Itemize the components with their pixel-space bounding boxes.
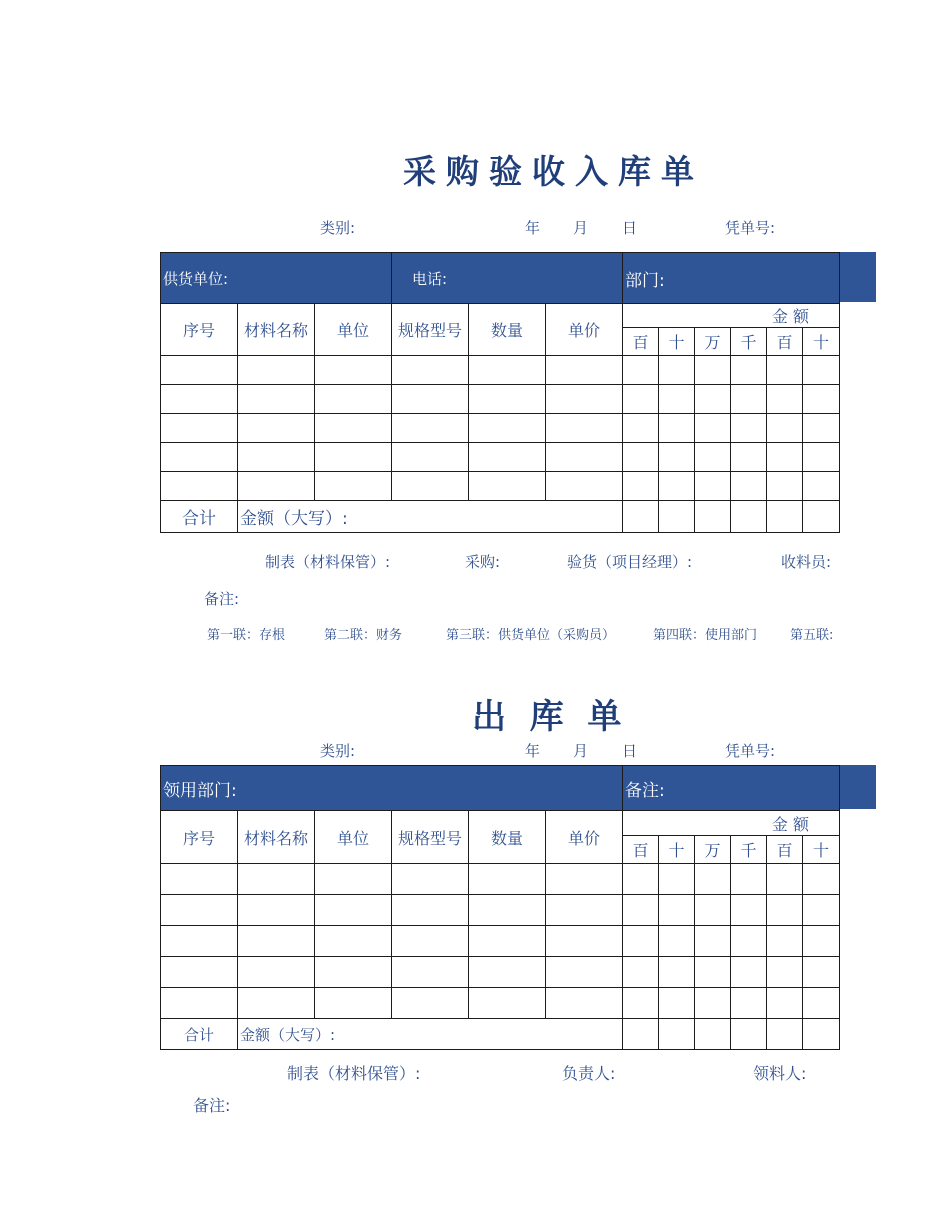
cell[interactable]: [659, 385, 695, 414]
cell[interactable]: [161, 926, 238, 957]
header-spec: 规格型号: [392, 811, 469, 864]
cell[interactable]: [546, 864, 623, 895]
copy-1: 第一联：存根: [207, 628, 286, 643]
unit-hundred: 百: [767, 328, 803, 356]
form1-day-label: 日: [622, 219, 638, 237]
cell[interactable]: [469, 356, 546, 385]
form1-band-extension: [839, 252, 876, 302]
cell[interactable]: [623, 356, 659, 385]
supplier-cell[interactable]: [161, 253, 392, 304]
cell[interactable]: [803, 864, 840, 895]
cell[interactable]: [695, 501, 731, 533]
form2-title: 出 库 单: [472, 697, 622, 737]
cell[interactable]: [803, 895, 840, 926]
cell[interactable]: [659, 926, 695, 957]
cell[interactable]: [803, 957, 840, 988]
cell[interactable]: [731, 356, 767, 385]
cell[interactable]: [731, 385, 767, 414]
cell[interactable]: [238, 356, 315, 385]
unit-ten-thousand: 万: [695, 836, 731, 864]
cell[interactable]: [695, 443, 731, 472]
cell[interactable]: [392, 414, 469, 443]
table-row: [161, 356, 840, 385]
cell[interactable]: [238, 957, 315, 988]
cell[interactable]: [767, 472, 803, 501]
cell[interactable]: [767, 414, 803, 443]
cell[interactable]: [161, 957, 238, 988]
unit-ten-m: 十: [659, 836, 695, 864]
cell[interactable]: [392, 957, 469, 988]
cell[interactable]: [767, 957, 803, 988]
unit-hundred: 百: [767, 836, 803, 864]
form2-picker-label: 领料人:: [753, 1064, 807, 1083]
dept-label: 部门:: [625, 270, 665, 291]
cell[interactable]: [803, 443, 840, 472]
cell[interactable]: [315, 957, 392, 988]
total-amount-words[interactable]: 金额（大写）:: [238, 1019, 623, 1050]
cell[interactable]: [161, 385, 238, 414]
phone-cell[interactable]: [392, 253, 623, 304]
form2-band-note-cell[interactable]: [623, 766, 840, 811]
total-row: [161, 501, 840, 533]
form2-month-label: 月: [573, 742, 589, 760]
cell[interactable]: [695, 957, 731, 988]
cell[interactable]: [392, 864, 469, 895]
cell[interactable]: [469, 414, 546, 443]
cell[interactable]: [803, 472, 840, 501]
table-row: [161, 472, 840, 501]
cell[interactable]: [623, 864, 659, 895]
total-amount-words[interactable]: 金额（大写）:: [238, 501, 623, 533]
cell[interactable]: [546, 385, 623, 414]
copy-5: 第五联:: [790, 628, 834, 643]
cell[interactable]: [767, 988, 803, 1019]
form1-note-label: 备注:: [204, 590, 240, 608]
cell[interactable]: [392, 443, 469, 472]
form2-band-note-label: 备注:: [625, 780, 665, 801]
cell[interactable]: [623, 385, 659, 414]
cell[interactable]: [315, 385, 392, 414]
unit-hundred-m: 百: [623, 328, 659, 356]
unit-ten: 十: [803, 836, 840, 864]
phone-label: 电话:: [412, 269, 448, 288]
unit-ten-thousand: 万: [695, 328, 731, 356]
table-row: [161, 443, 840, 472]
cell[interactable]: [238, 385, 315, 414]
cell[interactable]: [659, 356, 695, 385]
form2-responsible-label: 负责人:: [562, 1064, 616, 1083]
cell[interactable]: [161, 414, 238, 443]
form1-title: 采购验收入库单: [403, 152, 704, 191]
table-row: [161, 957, 840, 988]
unit-ten: 十: [803, 328, 840, 356]
header-qty: 数量: [469, 304, 546, 356]
cell[interactable]: [659, 472, 695, 501]
header-index: 序号: [161, 304, 238, 356]
cell[interactable]: [767, 501, 803, 533]
cell[interactable]: [659, 501, 695, 533]
cell[interactable]: [238, 988, 315, 1019]
header-spec: 规格型号: [392, 304, 469, 356]
cell[interactable]: [546, 926, 623, 957]
cell[interactable]: [315, 895, 392, 926]
cell[interactable]: [767, 895, 803, 926]
cell[interactable]: [767, 385, 803, 414]
cell[interactable]: [392, 988, 469, 1019]
form2-category-label: 类别:: [320, 742, 356, 760]
cell[interactable]: [731, 988, 767, 1019]
cell[interactable]: [546, 443, 623, 472]
form1-category-label: 类别:: [320, 219, 356, 237]
cell[interactable]: [315, 356, 392, 385]
cell[interactable]: [767, 356, 803, 385]
cell[interactable]: [695, 988, 731, 1019]
cell[interactable]: [695, 385, 731, 414]
header-price: 单价: [546, 304, 623, 356]
cell[interactable]: [161, 472, 238, 501]
cell[interactable]: [623, 414, 659, 443]
cell[interactable]: [469, 385, 546, 414]
cell[interactable]: [803, 926, 840, 957]
cell[interactable]: [731, 501, 767, 533]
header-material: 材料名称: [238, 811, 315, 864]
cell[interactable]: [392, 895, 469, 926]
cell[interactable]: [803, 501, 840, 533]
cell[interactable]: [803, 385, 840, 414]
cell[interactable]: [238, 472, 315, 501]
cell[interactable]: [803, 356, 840, 385]
form1-year-label: 年: [525, 219, 541, 237]
form1-inspect-label: 验货（项目经理）:: [567, 553, 693, 571]
cell[interactable]: [731, 1019, 767, 1050]
cell[interactable]: [623, 472, 659, 501]
cell[interactable]: [731, 926, 767, 957]
cell[interactable]: [315, 988, 392, 1019]
cell[interactable]: [695, 356, 731, 385]
cell[interactable]: [546, 895, 623, 926]
cell[interactable]: [315, 443, 392, 472]
cell[interactable]: [315, 926, 392, 957]
cell[interactable]: [659, 864, 695, 895]
cell[interactable]: [731, 895, 767, 926]
cell[interactable]: [469, 443, 546, 472]
cell[interactable]: [238, 926, 315, 957]
unit-hundred-m: 百: [623, 836, 659, 864]
form2-band-extension: [839, 765, 876, 809]
cell[interactable]: [767, 926, 803, 957]
form2-voucher-label: 凭单号:: [725, 742, 776, 760]
cell[interactable]: [695, 414, 731, 443]
cell[interactable]: [731, 443, 767, 472]
cell[interactable]: [469, 988, 546, 1019]
table-row: [161, 926, 840, 957]
table-row: [161, 414, 840, 443]
header-index: 序号: [161, 811, 238, 864]
table-row: [161, 385, 840, 414]
cell[interactable]: [659, 443, 695, 472]
copy-3: 第三联：供货单位（采购员）: [446, 628, 616, 643]
cell[interactable]: [659, 895, 695, 926]
header-unit: 单位: [315, 811, 392, 864]
supplier-label: 供货单位:: [163, 269, 229, 288]
cell[interactable]: [546, 414, 623, 443]
cell[interactable]: [695, 1019, 731, 1050]
cell[interactable]: [695, 895, 731, 926]
cell[interactable]: [623, 895, 659, 926]
form2-year-label: 年: [525, 742, 541, 760]
cell[interactable]: [315, 864, 392, 895]
total-label: 合计: [161, 1019, 238, 1050]
cell[interactable]: [803, 988, 840, 1019]
form1-month-label: 月: [573, 219, 589, 237]
cell[interactable]: [238, 895, 315, 926]
form1-table: [160, 252, 840, 533]
table-row: [161, 895, 840, 926]
cell[interactable]: [659, 414, 695, 443]
cell[interactable]: [623, 443, 659, 472]
header-price: 单价: [546, 811, 623, 864]
amount-header: 金 额: [623, 304, 840, 328]
header-material: 材料名称: [238, 304, 315, 356]
cell[interactable]: [161, 988, 238, 1019]
cell[interactable]: [238, 443, 315, 472]
cell[interactable]: [623, 988, 659, 1019]
total-row: [161, 1019, 840, 1050]
cell[interactable]: [161, 356, 238, 385]
cell[interactable]: [161, 864, 238, 895]
cell[interactable]: [731, 414, 767, 443]
form1-receiver-label: 收料员:: [781, 553, 832, 571]
form2-day-label: 日: [622, 742, 638, 760]
cell[interactable]: [803, 1019, 840, 1050]
dept-cell[interactable]: [623, 253, 840, 304]
form1-purchase-label: 采购:: [465, 553, 501, 571]
cell[interactable]: [161, 443, 238, 472]
cell[interactable]: [731, 472, 767, 501]
cell[interactable]: [238, 864, 315, 895]
cell[interactable]: [392, 926, 469, 957]
cell[interactable]: [731, 864, 767, 895]
cell[interactable]: [392, 356, 469, 385]
cell[interactable]: [623, 501, 659, 533]
total-label: 合计: [161, 501, 238, 533]
cell[interactable]: [695, 926, 731, 957]
cell[interactable]: [659, 1019, 695, 1050]
unit-thousand: 千: [731, 836, 767, 864]
unit-thousand: 千: [731, 328, 767, 356]
form2-note-label: 备注:: [193, 1096, 231, 1115]
cell[interactable]: [803, 414, 840, 443]
cell[interactable]: [546, 356, 623, 385]
cell[interactable]: [695, 472, 731, 501]
amount-header: 金 额: [623, 811, 840, 836]
cell[interactable]: [469, 864, 546, 895]
issue-dept-cell[interactable]: [161, 766, 623, 811]
cell[interactable]: [659, 988, 695, 1019]
form2-table: [160, 765, 840, 1050]
cell[interactable]: [546, 957, 623, 988]
header-unit: 单位: [315, 304, 392, 356]
cell[interactable]: [623, 1019, 659, 1050]
cell[interactable]: [731, 957, 767, 988]
cell[interactable]: [767, 864, 803, 895]
form1-voucher-label: 凭单号:: [725, 219, 776, 237]
copy-2: 第二联：财务: [324, 628, 403, 643]
copy-4: 第四联：使用部门: [653, 628, 758, 643]
unit-ten-m: 十: [659, 328, 695, 356]
cell[interactable]: [392, 385, 469, 414]
cell[interactable]: [623, 957, 659, 988]
form2-maker-label: 制表（材料保管）:: [287, 1064, 421, 1083]
cell[interactable]: [469, 895, 546, 926]
cell[interactable]: [659, 957, 695, 988]
cell[interactable]: [469, 472, 546, 501]
cell[interactable]: [469, 957, 546, 988]
form1-maker-label: 制表（材料保管）:: [265, 553, 391, 571]
cell[interactable]: [238, 414, 315, 443]
cell[interactable]: [623, 926, 659, 957]
cell[interactable]: [315, 414, 392, 443]
cell[interactable]: [767, 1019, 803, 1050]
cell[interactable]: [392, 472, 469, 501]
cell[interactable]: [695, 864, 731, 895]
cell[interactable]: [315, 472, 392, 501]
cell[interactable]: [161, 895, 238, 926]
header-qty: 数量: [469, 811, 546, 864]
table-row: [161, 864, 840, 895]
cell[interactable]: [546, 988, 623, 1019]
cell[interactable]: [546, 472, 623, 501]
cell[interactable]: [767, 443, 803, 472]
issue-dept-label: 领用部门:: [163, 780, 237, 801]
cell[interactable]: [469, 926, 546, 957]
table-row: [161, 988, 840, 1019]
